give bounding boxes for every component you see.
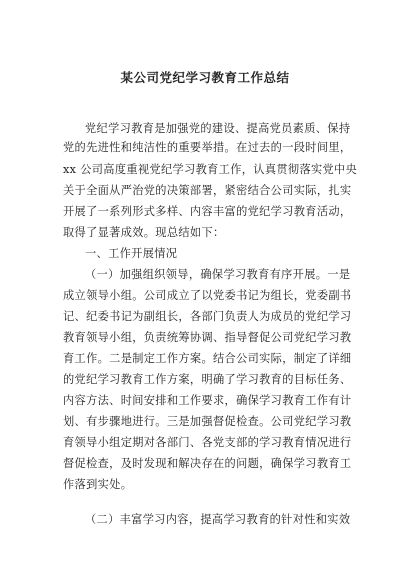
body-line: 开展了一系列形式多样、内容丰富的党纪学习教育活动， [63,205,352,218]
body-line: 关于全面从严治党的决策部署，紧密结合公司实际，扎实 [63,184,352,197]
body-line: 党纪学习教育是加强党的建设、提高党员素质、保持 [85,122,351,135]
subsection-heading: （二）丰富学习内容，提高学习教育的针对性和实效 [85,513,351,526]
body-line: 教育领导小组，负责统筹协调、指导督促公司党纪学习教 [63,331,352,344]
subsection-heading: （一）加强组织领导，确保学习教育有序开展。一是 [85,268,351,281]
body-line: 督促检查，及时发现和解决存在的问题，确保学习教育工 [63,457,352,470]
section-heading: 一、工作开展情况 [85,247,178,260]
body-line: 取得了显著成效。现总结如下： [63,226,225,239]
body-line: 育工作。二是制定工作方案。结合公司实际，制定了详细 [63,352,352,365]
body-line: 成立领导小组。公司成立了以党委书记为组长，党委副书 [63,289,352,302]
body-line: 作落到实处。 [63,478,133,491]
body-line: 党的先进性和纯洁性的重要举措。在过去的一段时间里， [63,141,352,154]
body-line: 育领导小组定期对各部门、各党支部的学习教育情况进行 [63,436,352,449]
body-line: xx 公司高度重视党纪学习教育工作，认真贯彻落实党中央 [63,163,358,176]
body-line: 的党纪学习教育工作方案，明确了学习教育的目标任务、 [63,373,352,386]
document-title: 某公司党纪学习教育工作总结 [120,70,290,85]
body-line: 内容方法、时间安排和工作要求，确保学习教育工作有计 [63,394,352,407]
body-line: 记、纪委书记为副组长，各部门负责人为成员的党纪学习 [63,310,352,323]
body-line: 划、有步骤地进行。三是加强督促检查。公司党纪学习教 [63,415,352,428]
